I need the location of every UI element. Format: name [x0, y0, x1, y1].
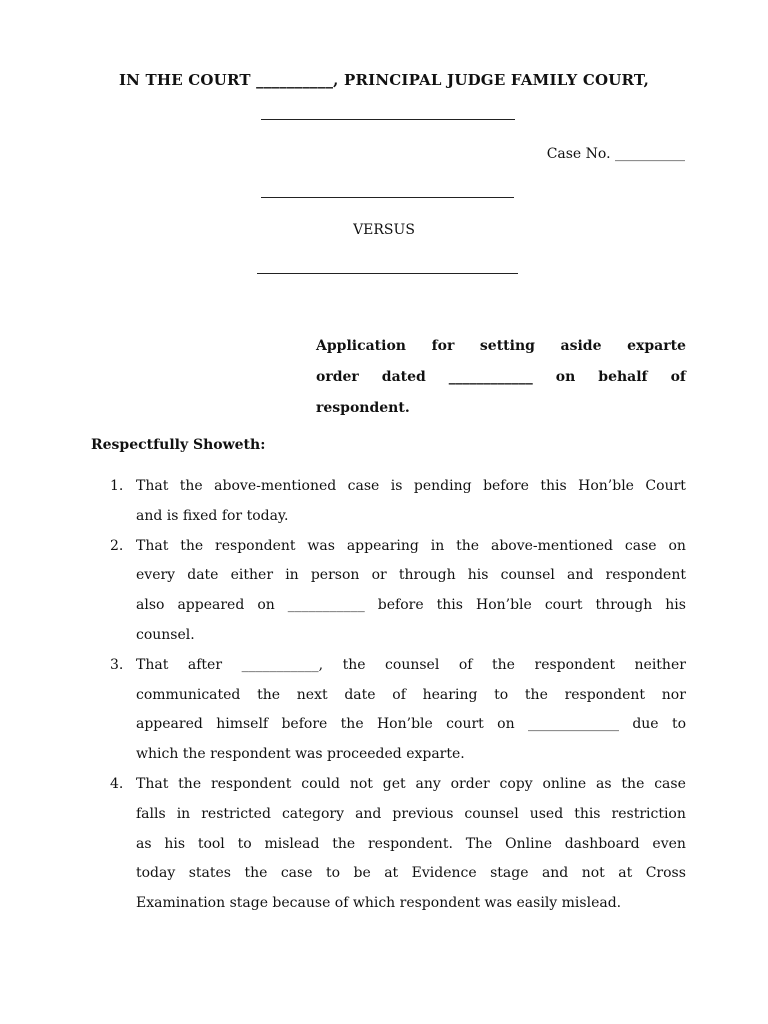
paragraph-line: today states the case to be at Evidence stage and not at Cross [136, 865, 686, 882]
court-title: IN THE COURT __________, PRINCIPAL JUDGE FAMILY COURT, [118, 71, 650, 89]
paragraph [110, 655, 686, 774]
respondent-name-blank [257, 273, 518, 274]
paragraph-line: That after ___________, the counsel of the respondent neither [136, 656, 686, 673]
application-title-word: on [555, 369, 576, 385]
application-title [316, 336, 686, 429]
application-title-word: for [431, 338, 455, 354]
paragraph [110, 476, 686, 536]
application-title-word: respondent. [316, 400, 410, 416]
application-title-word: Application [316, 338, 406, 354]
paragraph-number: 3. [110, 656, 124, 673]
paragraph-line: That the respondent was appearing in the above-mentioned case on [136, 537, 686, 554]
party-name-blank [261, 197, 514, 198]
application-title-word: of [670, 369, 686, 385]
application-title-line [316, 336, 686, 367]
application-title-line [316, 367, 686, 398]
application-title-line [316, 398, 686, 429]
application-title-word: ____________ [448, 369, 533, 385]
application-title-word: behalf [598, 369, 648, 385]
paragraph-line: falls in restricted category and previous counsel used this restriction [136, 805, 686, 822]
paragraph [110, 774, 686, 923]
paragraph-line: also appeared on ___________ before this Hon’ble court through his [136, 597, 686, 614]
application-title-word: order [316, 369, 359, 385]
application-title-word: dated [381, 369, 426, 385]
petitioner-name-blank [261, 119, 515, 120]
paragraph-line: communicated the next date of hearing to the respondent nor [136, 686, 686, 703]
paragraph-number: 2. [110, 537, 124, 554]
paragraph-line: That the respondent could not get any order copy online as the case [136, 775, 686, 792]
paragraph-list [110, 476, 686, 923]
paragraph-line: counsel. [136, 626, 195, 643]
paragraph-line: which the respondent was proceeded exparte. [136, 746, 465, 763]
paragraph-line: appeared himself before the Hon’ble court on _____________ due to [136, 716, 686, 733]
paragraph-number: 1. [110, 478, 124, 494]
application-title-word: setting [479, 338, 535, 354]
application-title-word: exparte [627, 338, 686, 354]
paragraph-line: and is fixed for today. [136, 507, 289, 524]
application-title-word: aside [560, 338, 602, 354]
versus-label: VERSUS [353, 222, 415, 238]
case-number: Case No. __________ [546, 146, 685, 162]
paragraph-line: That the above-mentioned case is pending before this Hon’ble Court [136, 478, 686, 494]
paragraph-line: Examination stage because of which respondent was easily mislead. [136, 895, 622, 912]
salutation: Respectfully Showeth: [91, 437, 266, 453]
paragraph-number: 4. [110, 775, 124, 792]
paragraph-line: as his tool to mislead the respondent. The Online dashboard even [136, 835, 686, 852]
paragraph [110, 536, 686, 655]
paragraph-line: every date either in person or through his counsel and respondent [136, 567, 686, 584]
